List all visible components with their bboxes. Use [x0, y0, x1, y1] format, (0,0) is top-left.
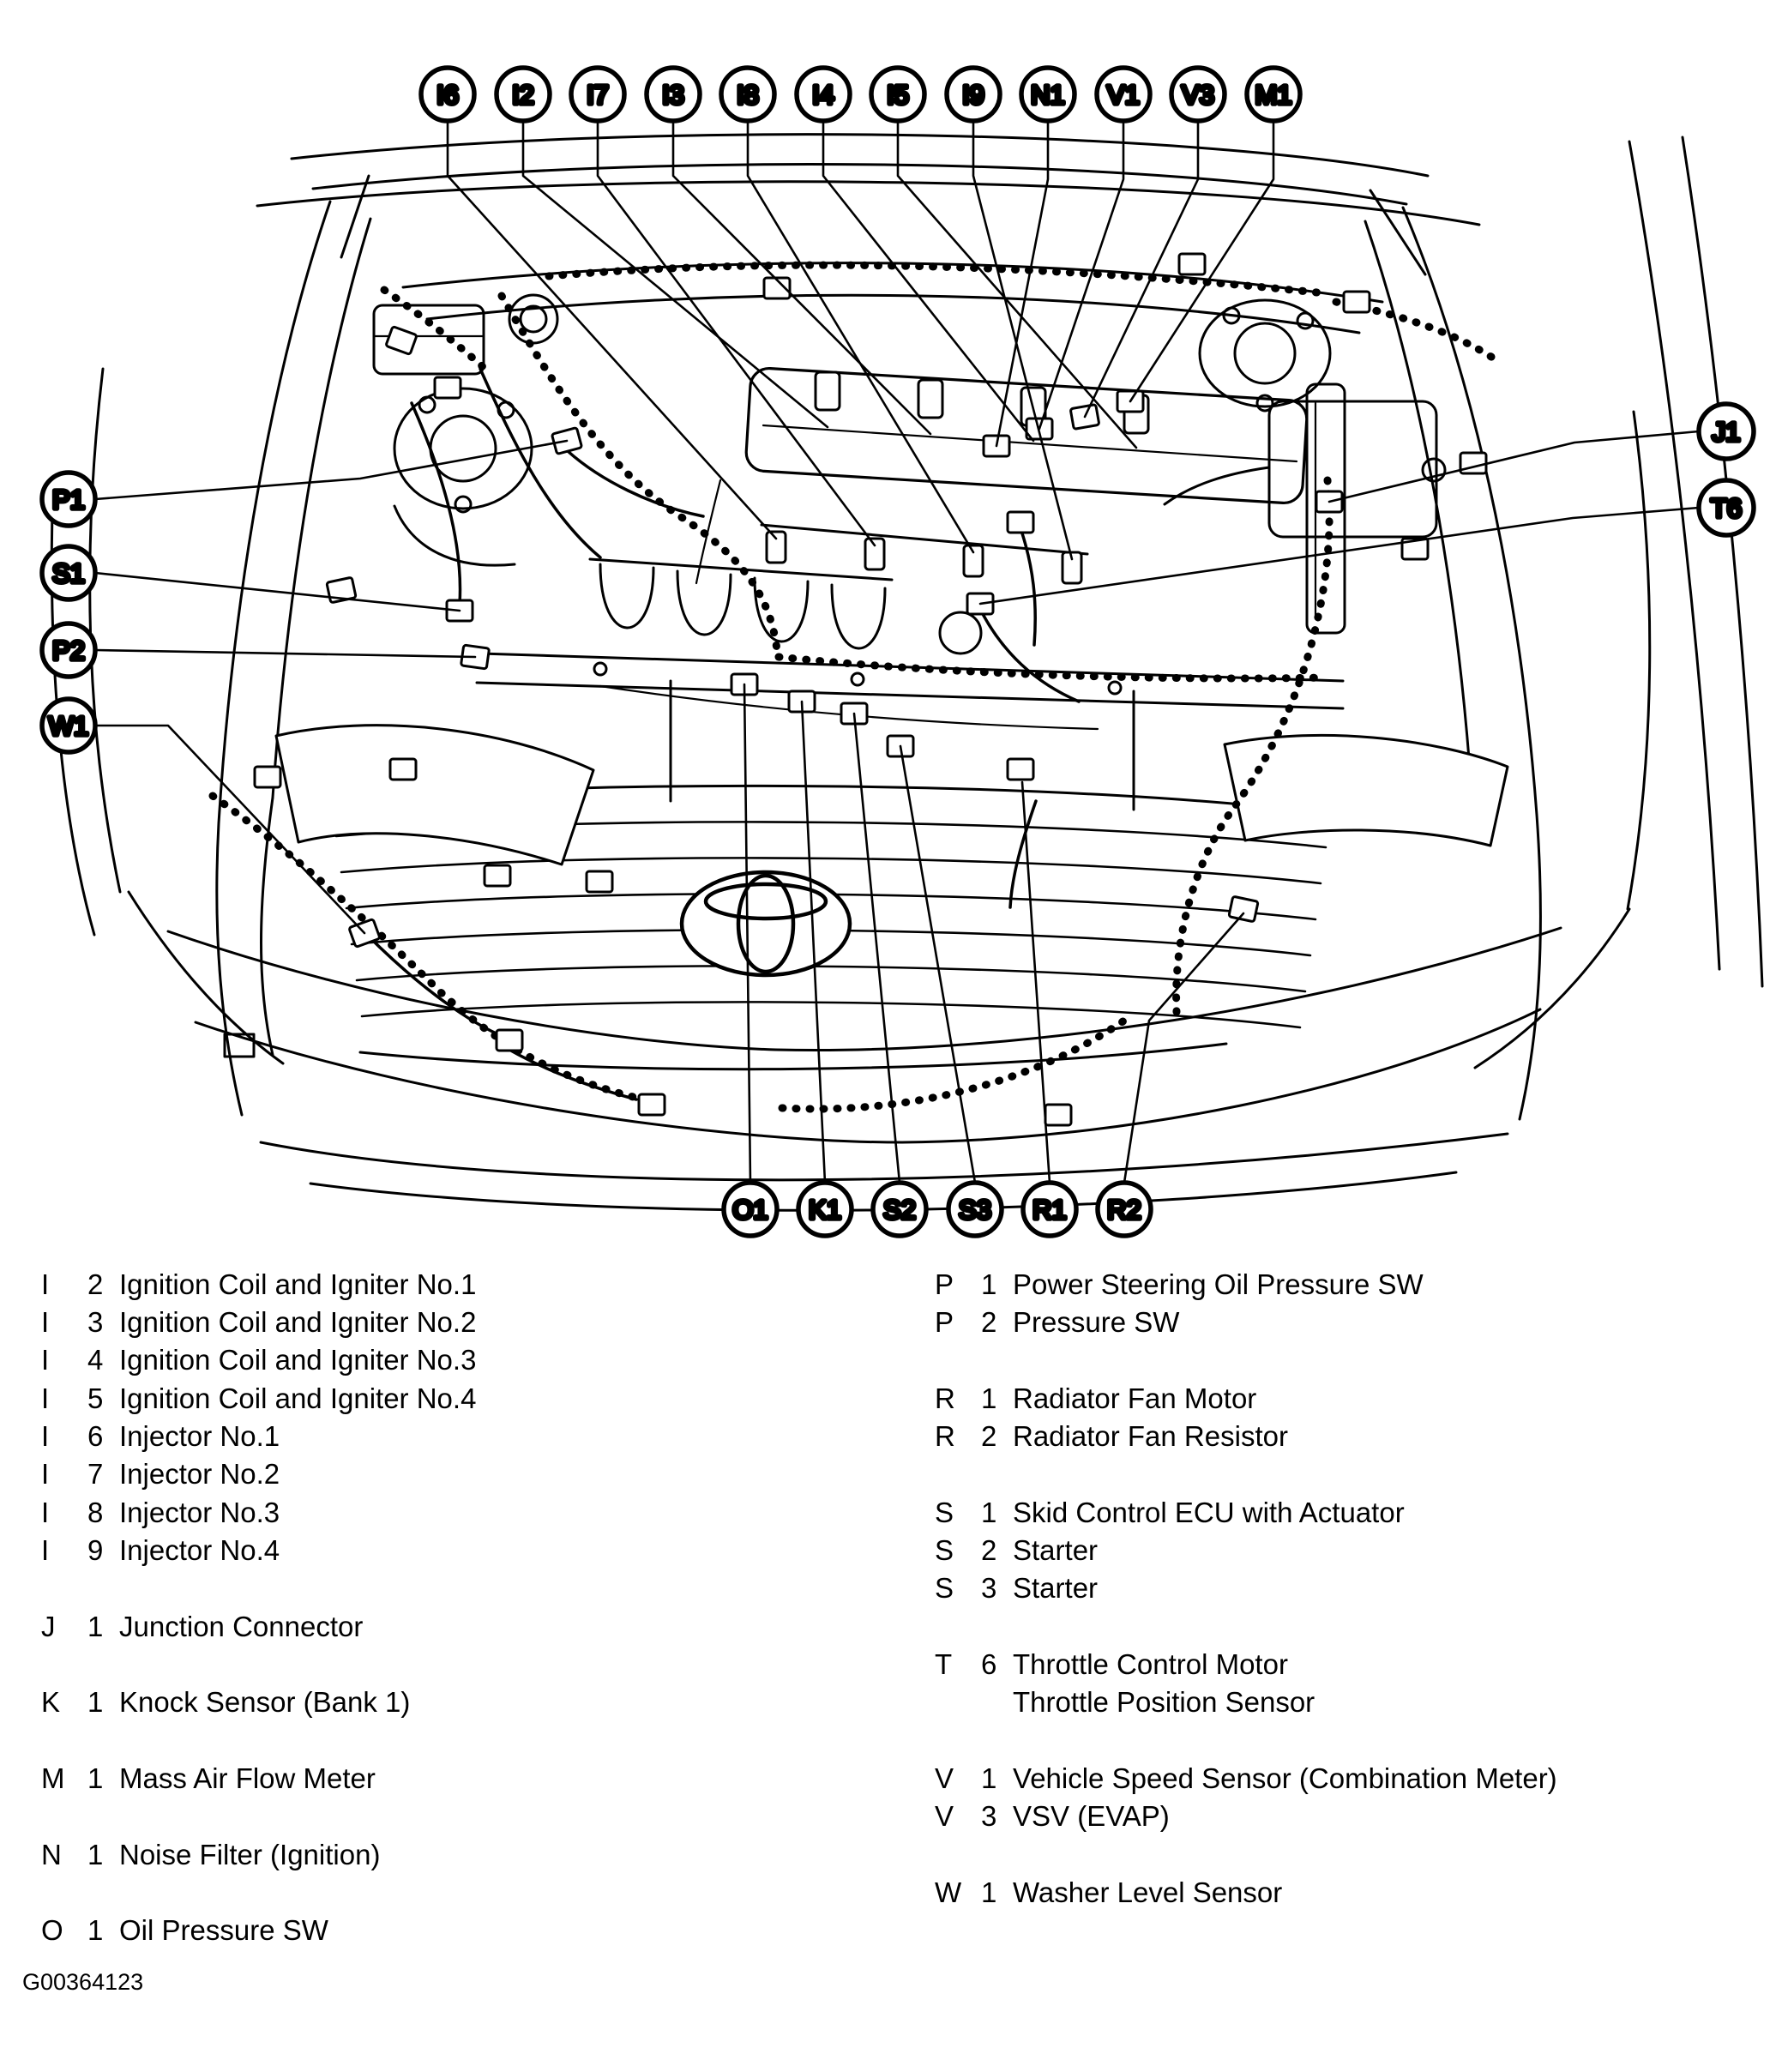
legend-row-s3: S 3 Starter [935, 1572, 1099, 1604]
callout-v3 [1171, 68, 1225, 121]
svg-text:S2: S2 [883, 1195, 916, 1225]
svg-text:K1: K1 [809, 1195, 841, 1225]
left-strut-tower [394, 388, 532, 565]
callout-n1 [1021, 68, 1075, 121]
callout-s3 [948, 1183, 1002, 1236]
callout-p1 [42, 473, 95, 526]
svg-text:I7: I7 [587, 80, 609, 110]
legend-row-r2: R 2 Radiator Fan Resistor [935, 1420, 1288, 1452]
legend-row-v1: V 1 Vehicle Speed Sensor (Combination Meter) [935, 1762, 1557, 1794]
legend-row-i5: I 5 Ignition Coil and Igniter No.4 [41, 1382, 477, 1414]
callouts [42, 68, 1754, 1236]
legend-row-i8: I 8 Injector No.3 [41, 1497, 280, 1528]
svg-text:N1: N1 [1031, 80, 1065, 110]
callout-i9 [947, 68, 1000, 121]
callout-r1 [1023, 1183, 1076, 1236]
callout-o1 [724, 1183, 777, 1236]
legend-row-i4: I 4 Ignition Coil and Igniter No.3 [41, 1344, 477, 1376]
leader-t6 [980, 508, 1699, 604]
svg-text:J1: J1 [1712, 417, 1741, 447]
legend-row-o1: O 1 Oil Pressure SW [41, 1914, 328, 1946]
svg-text:R1: R1 [1032, 1195, 1067, 1225]
legend-row-k1: K 1 Knock Sensor (Bank 1) [41, 1686, 411, 1718]
callout-m1 [1247, 68, 1300, 121]
leader-i3 [673, 121, 930, 434]
legend-row-s1: S 1 Skid Control ECU with Actuator [935, 1497, 1405, 1528]
leader-s1 [95, 573, 460, 611]
callout-v1 [1097, 68, 1150, 121]
leader-i8 [748, 121, 973, 552]
svg-text:I6: I6 [436, 80, 459, 110]
legend-row-w1: W 1 Washer Level Sensor [935, 1876, 1283, 1908]
svg-text:I4: I4 [812, 80, 834, 110]
callout-s2 [873, 1183, 926, 1236]
svg-text:W1: W1 [48, 711, 89, 741]
svg-text:V1: V1 [1107, 80, 1140, 110]
callout-i4 [797, 68, 850, 121]
legend-row-s2: S 2 Starter [935, 1534, 1099, 1566]
callout-i7 [571, 68, 624, 121]
svg-text:R2: R2 [1107, 1195, 1141, 1225]
figure-code: G00364123 [22, 1969, 144, 1995]
wiring-harness [213, 265, 1496, 1109]
legend-row-j1: J 1 Junction Connector [41, 1611, 364, 1642]
svg-text:I9: I9 [962, 80, 984, 110]
legend-row-i9: I 9 Injector No.4 [41, 1534, 280, 1566]
callout-w1 [42, 699, 95, 752]
callout-p2 [42, 623, 95, 677]
legend-row-p2: P 2 Pressure SW [935, 1306, 1180, 1338]
leader-s3 [900, 746, 975, 1183]
callout-i5 [871, 68, 924, 121]
svg-text:S3: S3 [959, 1195, 991, 1225]
legend-row-p1: P 1 Power Steering Oil Pressure SW [935, 1268, 1424, 1300]
svg-text:I5: I5 [887, 80, 909, 110]
legend-row-n1: N 1 Noise Filter (Ignition) [41, 1839, 381, 1870]
leader-s2 [854, 714, 900, 1183]
svg-text:O1: O1 [732, 1195, 768, 1225]
callout-i6 [421, 68, 474, 121]
legend-row-m1: M 1 Mass Air Flow Meter [41, 1762, 376, 1794]
callout-i3 [647, 68, 700, 121]
callout-j1 [1699, 404, 1754, 459]
callout-t6 [1699, 480, 1754, 535]
svg-text:P1: P1 [52, 485, 85, 515]
svg-text:T6: T6 [1710, 493, 1743, 523]
legend-row-t6: T 6 Throttle Control Motor [935, 1648, 1288, 1680]
legend-row-i6: I 6 Injector No.1 [41, 1420, 280, 1452]
callout-i2 [497, 68, 550, 121]
toyota-logo [682, 872, 850, 975]
leader-r1 [1022, 782, 1050, 1183]
svg-text:I8: I8 [737, 80, 759, 110]
svg-text:P2: P2 [52, 635, 85, 666]
svg-text:I3: I3 [662, 80, 684, 110]
legend-row-i2: I 2 Ignition Coil and Igniter No.1 [41, 1268, 477, 1300]
callout-i8 [721, 68, 774, 121]
legend-row-v3: V 3 VSV (EVAP) [935, 1800, 1170, 1832]
svg-text:S1: S1 [52, 558, 85, 588]
legend-row-t6-line2: Throttle Position Sensor [1013, 1686, 1315, 1718]
right-fender-outline [1365, 137, 1762, 1119]
svg-text:I2: I2 [512, 80, 534, 110]
legend-row-i3: I 3 Ignition Coil and Igniter No.2 [41, 1306, 477, 1338]
right-strut-tower [1200, 300, 1330, 411]
callout-s1 [42, 546, 95, 599]
svg-text:V3: V3 [1182, 80, 1214, 110]
legend-row-i7: I 7 Injector No.2 [41, 1458, 280, 1490]
legend-row-r1: R 1 Radiator Fan Motor [935, 1382, 1257, 1414]
callout-k1 [798, 1183, 852, 1236]
svg-text:M1: M1 [1255, 80, 1292, 110]
callout-r2 [1098, 1183, 1151, 1236]
